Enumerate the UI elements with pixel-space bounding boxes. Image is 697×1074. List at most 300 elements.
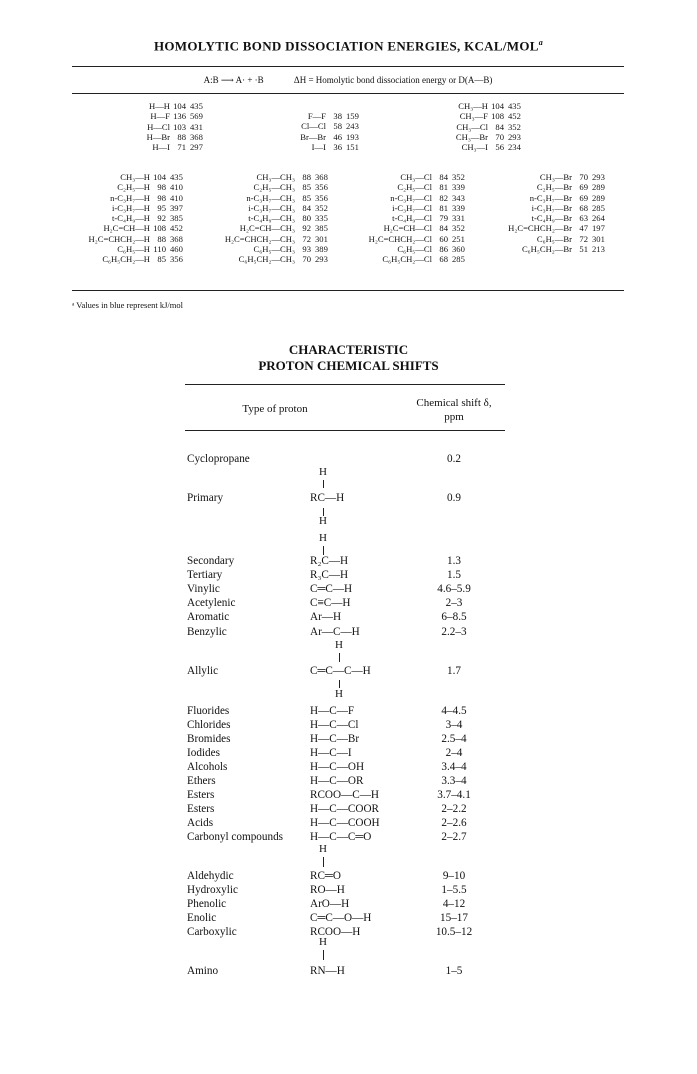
bond-energy-kcal: 108 — [491, 111, 504, 122]
bond-energy-kj: 151 — [346, 141, 359, 152]
bde-row — [210, 182, 335, 192]
bond-energy-kcal: 93 — [302, 244, 311, 255]
primary-upper-bond — [323, 480, 324, 488]
amino-structure: RN—H — [310, 965, 345, 977]
bond-energy-kcal: 104 — [153, 172, 166, 182]
bond-formula: CH₃—Br — [539, 172, 572, 182]
chlorides-structure: H—C—Cl — [310, 719, 359, 731]
bond-energy-kcal: 70 — [495, 131, 504, 142]
bond-energy-kcal: 92 — [157, 213, 166, 224]
bde-row — [432, 111, 528, 121]
secondary-structure: R₂C—H — [310, 555, 349, 567]
bond-formula: H₂C=CHCH₂—Br — [508, 223, 572, 234]
bde-row — [72, 182, 190, 192]
bde-footnote: ᵃ Values in blue represent kJ/mol — [72, 300, 183, 310]
bde-reaction: A:B ⟶ A· + ·B — [203, 75, 264, 85]
bde-title — [0, 38, 697, 54]
bond-energy-kj: 331 — [452, 213, 465, 224]
bond-formula: C₂H₅—Br — [536, 182, 572, 193]
bond-energy-kcal: 104 — [491, 101, 504, 111]
bde-row — [482, 203, 612, 213]
bde-row — [350, 213, 472, 223]
bond-energy-kcal: 46 — [333, 131, 342, 142]
bond-formula: I—I — [311, 141, 326, 152]
allylic-label: Allylic — [187, 665, 219, 677]
bond-energy-kj: 410 — [170, 192, 183, 203]
bond-energy-kcal: 38 — [333, 111, 342, 121]
bond-energy-kj: 197 — [592, 223, 605, 234]
chlorides-shift: 3–4 — [445, 719, 463, 731]
bromides-shift: 2.5–4 — [441, 733, 467, 745]
bond-energy-kcal: 51 — [579, 244, 588, 255]
bond-formula: C₆H₅CH₂—H — [102, 254, 150, 265]
bond-energy-kcal: 88 — [302, 172, 311, 182]
amino-upper-h: H — [319, 936, 327, 948]
bond-energy-kcal: 68 — [579, 202, 588, 213]
bond-energy-kj: 289 — [592, 182, 605, 193]
carbonyl-shift: 2–2.7 — [441, 831, 467, 843]
bond-energy-kj: 435 — [170, 172, 183, 182]
bde-row — [72, 213, 190, 223]
benzylic-shift: 2.2–3 — [441, 626, 467, 638]
bond-formula: t-C₄H₉—Br — [531, 213, 572, 224]
bond-energy-kcal: 60 — [439, 233, 448, 244]
bond-formula: CH₃—H — [120, 172, 150, 182]
bde-row — [350, 254, 472, 264]
bde-row — [122, 122, 210, 132]
bond-energy-kj: 452 — [508, 111, 521, 122]
bde-row — [482, 193, 612, 203]
bond-energy-kj: 356 — [315, 182, 328, 193]
hydroxylic-structure: RO—H — [310, 884, 345, 896]
bond-formula: C₆H₅CH₂—Cl — [382, 254, 432, 265]
bond-formula: H—Br — [146, 131, 170, 142]
bond-energy-kj: 356 — [170, 254, 183, 265]
bde-row — [482, 213, 612, 223]
bond-energy-kj: 159 — [346, 111, 359, 121]
bde-top-rule — [72, 66, 624, 67]
bond-energy-kj: 243 — [346, 121, 359, 132]
bde-row — [432, 142, 528, 152]
bond-formula: Cl—Cl — [301, 121, 326, 132]
bde-row — [350, 172, 472, 182]
bond-formula: C₂H₅—CH₃ — [253, 182, 295, 193]
bond-formula: C₆H₅CH₂—Br — [521, 244, 572, 255]
bde-row — [122, 101, 210, 111]
bde-definition: ΔH = Homolytic bond dissociation energy or D(A—B) — [293, 75, 493, 85]
bond-energy-kj: 385 — [315, 223, 328, 234]
bond-formula: Br—Br — [300, 131, 326, 142]
bde-row — [72, 203, 190, 213]
bond-formula: C₆H₅CH₂—CH₃ — [238, 254, 295, 265]
bond-energy-kcal: 81 — [439, 202, 448, 213]
phenolic-label: Phenolic — [187, 898, 227, 910]
bde-row — [262, 111, 366, 121]
fluorides-label: Fluorides — [187, 705, 230, 717]
bond-energy-kj: 343 — [452, 192, 465, 203]
bond-formula: H—Cl — [147, 121, 170, 132]
bond-formula: H₂C=CHCH₂—H — [88, 233, 150, 244]
iodides-structure: H—C—I — [310, 747, 352, 759]
bond-energy-kcal: 70 — [579, 172, 588, 182]
bond-formula: CH₃—Br — [455, 131, 488, 142]
bond-energy-kcal: 63 — [579, 213, 588, 224]
bond-energy-kj: 460 — [170, 244, 183, 255]
bond-energy-kcal: 84 — [495, 121, 504, 132]
bond-energy-kcal: 79 — [439, 213, 448, 224]
cyclopropane-shift: 0.2 — [447, 453, 461, 465]
bond-energy-kj: 352 — [452, 172, 465, 182]
bond-energy-kj: 301 — [315, 233, 328, 244]
bond-formula: CH₃—CH₃ — [256, 172, 295, 182]
bde-row — [482, 244, 612, 254]
aldehydic-structure: RC═O — [310, 870, 341, 882]
bond-formula: C₆H₅—H — [117, 244, 150, 255]
bond-energy-kj: 569 — [190, 111, 203, 122]
amino-upper-bond — [323, 950, 324, 960]
allylic-upper-bond — [339, 653, 340, 662]
secondary-upper-h: H — [319, 532, 327, 544]
primary-lower-h: H — [319, 515, 327, 527]
bond-energy-kcal: 108 — [153, 223, 166, 234]
bde-row — [432, 132, 528, 142]
shifts-header-rule — [185, 430, 505, 431]
acetylenic-structure: C≡C—H — [310, 597, 351, 609]
bde-column-methyl — [210, 172, 335, 265]
bde-row — [122, 142, 210, 152]
bde-column-hydrogen — [72, 172, 190, 265]
shifts-header-type: Type of proton — [242, 403, 308, 415]
bond-energy-kcal: 36 — [333, 141, 342, 152]
carboxylic-label: Carboxylic — [187, 926, 237, 938]
bond-energy-kcal: 56 — [495, 142, 504, 153]
shifts-title-line1: CHARACTERISTIC — [288, 342, 409, 357]
enolic-structure: C═C—O—H — [310, 912, 372, 924]
aromatic-label: Aromatic — [187, 611, 230, 623]
bond-energy-kcal: 84 — [439, 172, 448, 182]
bond-energy-kcal: 82 — [439, 192, 448, 203]
primary-label: Primary — [187, 492, 224, 504]
bond-energy-kj: 289 — [592, 192, 605, 203]
bde-row — [72, 244, 190, 254]
bond-formula: CH₃—Cl — [400, 172, 432, 182]
bond-energy-kj: 293 — [315, 254, 328, 265]
bond-energy-kj: 368 — [190, 131, 203, 142]
vinylic-shift: 4.6–5.9 — [437, 583, 471, 595]
bond-energy-kj: 385 — [170, 213, 183, 224]
acetylenic-shift: 2–3 — [445, 597, 463, 609]
bde-row — [72, 223, 190, 233]
bde-row — [482, 223, 612, 233]
bond-energy-kcal: 81 — [439, 182, 448, 193]
shifts-top-rule — [185, 384, 505, 385]
fluorides-shift: 4–4.5 — [441, 705, 467, 717]
bde-row — [262, 121, 366, 131]
secondary-label: Secondary — [187, 555, 235, 567]
allylic-structure: C═C—C—H — [310, 665, 371, 677]
bromides-structure: H—C—Br — [310, 733, 360, 745]
bde-row — [350, 244, 472, 254]
bde-row — [350, 203, 472, 213]
vinylic-label: Vinylic — [187, 583, 220, 595]
bond-energy-kcal: 85 — [302, 182, 311, 193]
bond-energy-kcal: 86 — [439, 244, 448, 255]
bond-formula: H—I — [152, 142, 170, 153]
bond-energy-kcal: 110 — [153, 244, 166, 255]
bond-energy-kj: 352 — [315, 202, 328, 213]
bond-formula: n-C₃H₇—Cl — [390, 192, 432, 203]
bond-formula: H₂C=CHCH₂—CH₃ — [224, 233, 295, 244]
bond-energy-kcal: 80 — [302, 213, 311, 224]
bond-energy-kcal: 85 — [157, 254, 166, 265]
bond-formula: t-C₄H₉—CH₃ — [248, 213, 295, 224]
phenolic-shift: 4–12 — [442, 898, 466, 910]
bond-energy-kj: 389 — [315, 244, 328, 255]
bond-energy-kcal: 58 — [333, 121, 342, 132]
bond-energy-kcal: 71 — [177, 142, 186, 153]
secondary-upper-bond — [323, 546, 324, 555]
aldehydic-upper-h: H — [319, 843, 327, 855]
bond-energy-kj: 234 — [508, 142, 521, 153]
tertiary-label: Tertiary — [187, 569, 223, 581]
bond-energy-kcal: 70 — [302, 254, 311, 265]
bde-row — [210, 244, 335, 254]
bond-formula: t-C₄H₉—Cl — [392, 213, 432, 224]
bde-row — [482, 172, 612, 182]
bond-formula: C₆H₅—CH₃ — [253, 244, 295, 255]
cyclopropane-label: Cyclopropane — [187, 453, 250, 465]
bromides-label: Bromides — [187, 733, 231, 745]
bond-energy-kj: 360 — [452, 244, 465, 255]
primary-shift: 0.9 — [447, 492, 461, 504]
bond-energy-kj: 435 — [508, 101, 521, 111]
bond-energy-kj: 410 — [170, 182, 183, 193]
bde-block-methyl — [432, 101, 528, 152]
carboxylic-structure: RCOO—H — [310, 926, 361, 938]
bond-energy-kcal: 69 — [579, 192, 588, 203]
allylic-lower-h: H — [335, 688, 343, 700]
carbonyl-structure: H—C—C═O — [310, 831, 372, 843]
phenolic-structure: ArO—H — [310, 898, 350, 910]
bond-formula: i-C₃H₇—CH₃ — [248, 202, 295, 213]
aldehydic-shift: 9–10 — [442, 870, 466, 882]
bond-energy-kcal: 72 — [579, 233, 588, 244]
bond-formula: CH₃—I — [461, 142, 488, 153]
esters2-structure: H—C—COOR — [310, 803, 379, 815]
bde-row — [210, 223, 335, 233]
bde-row — [482, 234, 612, 244]
tertiary-shift: 1.5 — [447, 569, 461, 581]
bond-formula: C₆H₅—Br — [536, 233, 572, 244]
bde-row — [262, 132, 366, 142]
acids-label: Acids — [187, 817, 214, 829]
bond-energy-kj: 339 — [452, 182, 465, 193]
bond-energy-kcal: 84 — [439, 223, 448, 234]
bde-row — [350, 223, 472, 233]
bond-formula: i-C₃H₇—Cl — [392, 202, 432, 213]
bond-energy-kj: 293 — [508, 131, 521, 142]
bde-block-hydrogen-halides — [122, 101, 210, 152]
esters1-shift: 3.7–4.1 — [437, 789, 471, 801]
hydroxylic-shift: 1–5.5 — [441, 884, 467, 896]
allylic-upper-h: H — [335, 639, 343, 651]
acetylenic-label: Acetylenic — [187, 597, 236, 609]
shifts-title-line2: PROTON CHEMICAL SHIFTS — [258, 358, 439, 373]
bde-bottom-rule — [72, 290, 624, 291]
bond-energy-kcal: 98 — [157, 182, 166, 193]
bond-energy-kj: 368 — [170, 233, 183, 244]
bond-energy-kcal: 88 — [157, 233, 166, 244]
aromatic-shift: 6–8.5 — [441, 611, 467, 623]
bde-column-chlorine — [350, 172, 472, 265]
bde-title-text: HOMOLYTIC BOND DISSOCIATION ENERGIES, KCAL/MOL — [153, 38, 539, 54]
bde-row — [350, 234, 472, 244]
bde-row — [432, 101, 528, 111]
bond-energy-kj: 335 — [315, 213, 328, 224]
bond-formula: F—F — [307, 111, 326, 121]
bde-column-bromine — [482, 172, 612, 254]
shifts-header-shift-line1: Chemical shift δ, — [416, 397, 492, 409]
bond-formula: C₂H₅—Cl — [397, 182, 432, 193]
bond-energy-kj: 352 — [452, 223, 465, 234]
bond-formula: n-C₃H₇—Br — [529, 192, 572, 203]
bond-formula: H₂C=CH—Cl — [383, 223, 432, 234]
benzylic-structure: Ar—C—H — [310, 626, 360, 638]
fluorides-structure: H—C—F — [310, 705, 355, 717]
bond-formula: C₂H₅—H — [117, 182, 150, 193]
bond-energy-kcal: 68 — [439, 254, 448, 265]
bond-energy-kcal: 136 — [173, 111, 186, 122]
bond-energy-kj: 431 — [190, 121, 203, 132]
bde-row — [72, 172, 190, 182]
bond-formula: CH₃—Cl — [456, 121, 488, 132]
bde-row — [210, 193, 335, 203]
bond-formula: H—F — [150, 111, 170, 122]
enolic-shift: 15–17 — [440, 912, 468, 924]
bde-row — [72, 234, 190, 244]
carboxylic-shift: 10.5–12 — [435, 926, 473, 938]
bde-row — [210, 234, 335, 244]
bond-energy-kj: 452 — [170, 223, 183, 234]
chlorides-label: Chlorides — [187, 719, 231, 731]
iodides-label: Iodides — [187, 747, 220, 759]
bond-energy-kcal: 104 — [173, 101, 186, 111]
bond-formula: i-C₃H₇—Br — [531, 202, 572, 213]
bond-energy-kcal: 72 — [302, 233, 311, 244]
bond-energy-kcal: 103 — [173, 121, 186, 132]
benzylic-label: Benzylic — [187, 626, 227, 638]
bond-energy-kj: 339 — [452, 202, 465, 213]
acids-structure: H—C—COOH — [310, 817, 380, 829]
bond-formula: CH₃—F — [459, 111, 488, 122]
enolic-label: Enolic — [187, 912, 217, 924]
bond-formula: H₂C=CH—CH₃ — [239, 223, 295, 234]
alcohols-shift: 3.4–4 — [441, 761, 467, 773]
bond-energy-kj: 285 — [452, 254, 465, 265]
ethers-shift: 3.3–4 — [441, 775, 467, 787]
bond-energy-kj: 297 — [190, 142, 203, 153]
bond-energy-kj: 397 — [170, 202, 183, 213]
bond-energy-kj: 352 — [508, 121, 521, 132]
bond-energy-kcal: 95 — [157, 202, 166, 213]
bde-row — [210, 213, 335, 223]
amino-shift: 1–5 — [445, 965, 463, 977]
bde-row — [350, 182, 472, 192]
bond-formula: CH₃—H — [458, 101, 488, 111]
bond-energy-kcal: 69 — [579, 182, 588, 193]
iodides-shift: 2–4 — [445, 747, 463, 759]
bond-energy-kj: 435 — [190, 101, 203, 111]
bde-row — [210, 172, 335, 182]
bde-row — [482, 182, 612, 192]
esters2-shift: 2–2.2 — [441, 803, 467, 815]
secondary-shift: 1.3 — [447, 555, 461, 567]
allylic-shift: 1.7 — [447, 665, 461, 677]
bond-energy-kcal: 84 — [302, 202, 311, 213]
aldehydic-label: Aldehydic — [187, 870, 234, 882]
bond-energy-kcal: 85 — [302, 192, 311, 203]
bde-row — [262, 142, 366, 152]
bond-formula: i-C₃H₇—H — [112, 202, 150, 213]
bond-energy-kj: 293 — [592, 172, 605, 182]
bde-mid-rule — [72, 93, 624, 94]
bde-row — [432, 122, 528, 132]
vinylic-structure: C═C—H — [310, 583, 353, 595]
allylic-lower-bond — [339, 680, 340, 688]
bond-energy-kj: 193 — [346, 131, 359, 142]
ethers-structure: H—C—OR — [310, 775, 364, 787]
ethers-label: Ethers — [187, 775, 216, 787]
bond-formula: t-C₄H₉—H — [112, 213, 150, 224]
aromatic-structure: Ar—H — [310, 611, 342, 623]
bde-row — [122, 132, 210, 142]
bond-formula: H₂C=CHCH₂—Cl — [368, 233, 432, 244]
bond-energy-kj: 301 — [592, 233, 605, 244]
bond-energy-kj: 368 — [315, 172, 328, 182]
esters2-label: Esters — [187, 803, 215, 815]
bond-formula: C₆H₅—Cl — [397, 244, 432, 255]
bde-row — [210, 203, 335, 213]
bond-formula: H—H — [148, 101, 170, 111]
aldehydic-upper-bond — [323, 857, 324, 867]
esters1-label: Esters — [187, 789, 215, 801]
bde-row — [72, 254, 190, 264]
bond-energy-kj: 213 — [592, 244, 605, 255]
bond-energy-kcal: 88 — [177, 131, 186, 142]
bde-title-footnote-marker: a — [538, 38, 544, 47]
bond-formula: n-C₃H₇—CH₃ — [246, 192, 295, 203]
bond-energy-kj: 285 — [592, 202, 605, 213]
hydroxylic-label: Hydroxylic — [187, 884, 238, 896]
bde-row — [122, 111, 210, 121]
acids-shift: 2–2.6 — [441, 817, 467, 829]
bond-energy-kj: 264 — [592, 213, 605, 224]
primary-upper-h: H — [319, 466, 327, 478]
bond-energy-kj: 251 — [452, 233, 465, 244]
bde-block-halogens — [262, 111, 366, 152]
bond-energy-kj: 356 — [315, 192, 328, 203]
carbonyl-label: Carbonyl compounds — [187, 831, 284, 843]
esters1-structure: RCOO—C—H — [310, 789, 379, 801]
bond-energy-kcal: 47 — [579, 223, 588, 234]
tertiary-structure: R₃C—H — [310, 569, 349, 581]
bond-energy-kcal: 98 — [157, 192, 166, 203]
shifts-header-shift-line2: ppm — [444, 411, 464, 423]
alcohols-structure: H—C—OH — [310, 761, 365, 773]
bond-energy-kcal: 92 — [302, 223, 311, 234]
amino-label: Amino — [187, 965, 219, 977]
bde-row — [210, 254, 335, 264]
